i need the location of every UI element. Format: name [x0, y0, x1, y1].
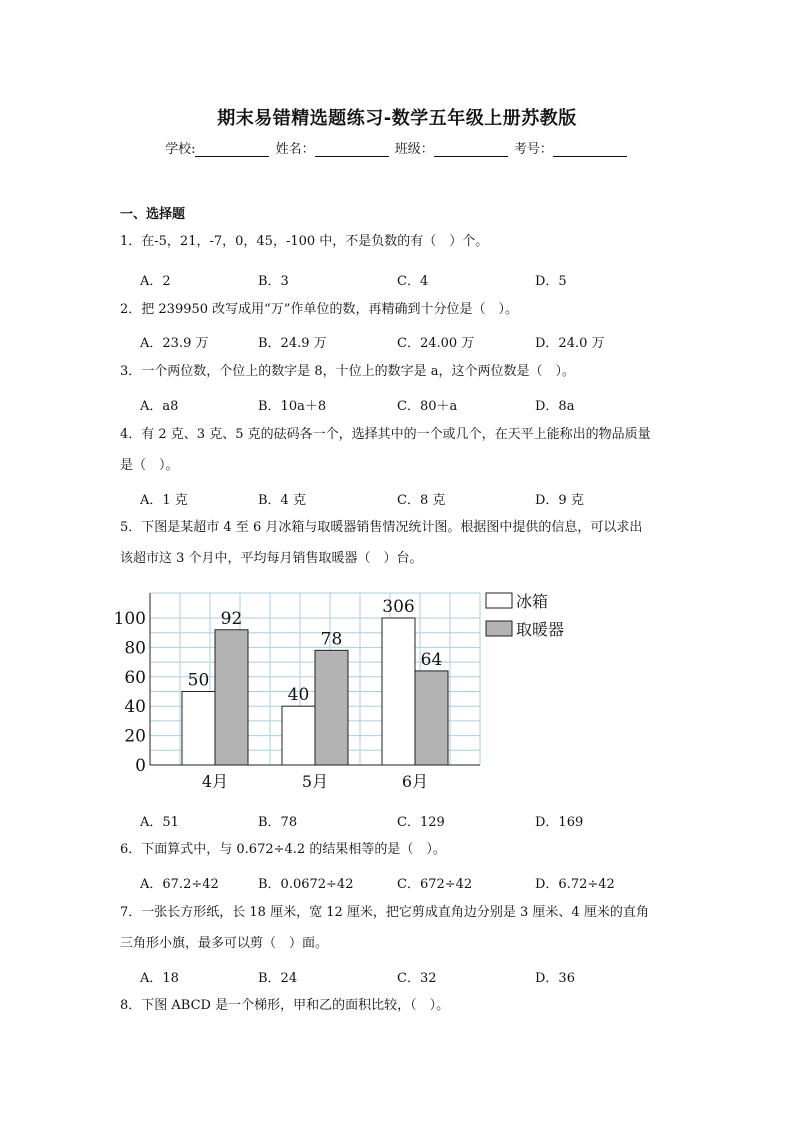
question-8	[120, 990, 680, 1021]
option-b[interactable]: B．24.9 万	[258, 336, 327, 351]
y-tick-label: 80	[124, 638, 146, 659]
option-d[interactable]: D．169	[535, 815, 584, 830]
chart-bars	[182, 618, 448, 765]
y-tick-label: 60	[124, 667, 146, 688]
question-2	[120, 294, 680, 325]
bar-heater	[415, 671, 448, 765]
question-text-line-1: 7．一张长方形纸，长 18 厘米，宽 12 厘米，把它剪成直角边分别是 3 厘米、4 厘米的直角	[120, 905, 649, 920]
option-b[interactable]: B．10a＋8	[258, 399, 327, 414]
option-b[interactable]: B．24	[258, 971, 298, 986]
page-title: 期末易错精选题练习-数学五年级上册苏教版	[217, 108, 577, 129]
bar-value-label: 92	[220, 608, 243, 629]
option-b[interactable]: B．4 克	[258, 493, 306, 508]
question-5-options	[140, 811, 700, 831]
student-info-row	[0, 138, 794, 157]
question-3-options	[140, 395, 700, 415]
question-text: 3．一个两位数，个位上的数字是 8，十位上的数字是 a，这个两位数是（ ）。	[120, 364, 576, 379]
school-blank[interactable]	[195, 142, 269, 157]
option-a[interactable]: A．51	[140, 815, 179, 830]
legend-label: 冰箱	[516, 592, 549, 611]
option-c[interactable]: C．672÷42	[397, 877, 473, 892]
question-text-line-2: 三角形小旗，最多可以剪（ ）面。	[120, 936, 329, 951]
question-text: 2．把 239950 改写成用“万”作单位的数，再精确到十分位是（ ）。	[120, 302, 518, 317]
y-tick-label: 0	[135, 756, 146, 776]
question-text: 8．下图 ABCD 是一个梯形，甲和乙的面积比较，（ ）。	[120, 998, 450, 1013]
name-label: 姓名：	[275, 142, 315, 157]
exam-no-label: 考号：	[513, 142, 553, 157]
question-text: 1．在-5，21，-7，0，45，-100 中，不是负数的有（ ）个。	[120, 234, 489, 249]
option-a[interactable]: A．1 克	[140, 493, 188, 508]
option-d[interactable]: D．8a	[535, 399, 575, 414]
name-blank[interactable]	[315, 142, 389, 157]
class-blank[interactable]	[434, 142, 508, 157]
question-2-options	[140, 332, 700, 352]
bar-value-label: 78	[320, 629, 343, 650]
option-b[interactable]: B．0.0672÷42	[258, 877, 354, 892]
bar-fridge	[182, 692, 215, 766]
option-c[interactable]: C．24.00 万	[397, 336, 475, 351]
y-tick-label: 20	[124, 726, 146, 747]
question-5	[120, 512, 680, 574]
question-text-line-1: 4．有 2 克、3 克、5 克的砝码各一个，选择其中的一个或几个，在天平上能称出的物品质量	[120, 427, 651, 442]
bar-heater	[315, 650, 348, 765]
option-c[interactable]: C．80＋a	[397, 399, 458, 414]
option-d[interactable]: D．24.0 万	[535, 336, 605, 351]
question-4	[120, 419, 680, 481]
option-c[interactable]: C．32	[397, 971, 437, 986]
question-1	[120, 226, 680, 257]
option-a[interactable]: A．67.2÷42	[140, 877, 219, 892]
y-tick-label: 40	[124, 697, 146, 718]
chart-legend	[486, 592, 564, 639]
question-6	[120, 834, 680, 865]
option-a[interactable]: A．18	[140, 971, 179, 986]
legend-swatch	[486, 593, 512, 608]
legend-label: 取暖器	[516, 620, 565, 639]
class-label: 班级：	[394, 142, 434, 157]
x-category-label: 5月	[301, 772, 329, 791]
question-7	[120, 897, 680, 959]
sales-bar-chart	[110, 585, 590, 800]
option-a[interactable]: A．2	[140, 274, 171, 289]
question-6-options	[140, 873, 700, 893]
bar-heater	[215, 630, 248, 765]
question-text: 6．下面算式中，与 0.672÷4.2 的结果相等的是（ ）。	[120, 842, 446, 857]
option-a[interactable]: A．a8	[140, 399, 179, 414]
bar-value-label: 64	[420, 649, 443, 670]
x-category-label: 6月	[401, 772, 429, 791]
option-d[interactable]: D．5	[535, 274, 567, 289]
question-text-line-2: 是（ ）。	[120, 458, 179, 473]
x-category-label: 4月	[201, 772, 229, 791]
question-4-options	[140, 489, 700, 509]
legend-swatch	[486, 621, 512, 636]
option-c[interactable]: C．8 克	[397, 493, 446, 508]
option-c[interactable]: C．4	[397, 274, 429, 289]
option-b[interactable]: B．3	[258, 274, 289, 289]
question-text-line-2: 该超市这 3 个月中，平均每月销售取暖器（ ）台。	[120, 551, 423, 566]
option-d[interactable]: D．6.72÷42	[535, 877, 615, 892]
bar-value-label: 306	[382, 597, 415, 617]
bar-value-label: 50	[187, 670, 210, 691]
section-heading: 一、选择题	[120, 207, 186, 222]
school-label: 学校:	[165, 142, 196, 157]
option-a[interactable]: A．23.9 万	[140, 336, 209, 351]
question-7-options	[140, 967, 700, 987]
bar-fridge	[382, 618, 415, 765]
option-c[interactable]: C．129	[397, 815, 445, 830]
option-d[interactable]: D．36	[535, 971, 575, 986]
question-text-line-1: 5．下图是某超市 4 至 6 月冰箱与取暖器销售情况统计图。根据图中提供的信息，可以求出	[120, 520, 643, 535]
y-tick-label: 100	[113, 609, 146, 629]
option-d[interactable]: D．9 克	[535, 493, 584, 508]
question-3	[120, 356, 680, 387]
exam-no-blank[interactable]	[553, 142, 627, 157]
question-1-options	[140, 270, 700, 290]
bar-fridge	[282, 706, 315, 765]
option-b[interactable]: B．78	[258, 815, 298, 830]
bar-value-label: 40	[287, 685, 310, 706]
